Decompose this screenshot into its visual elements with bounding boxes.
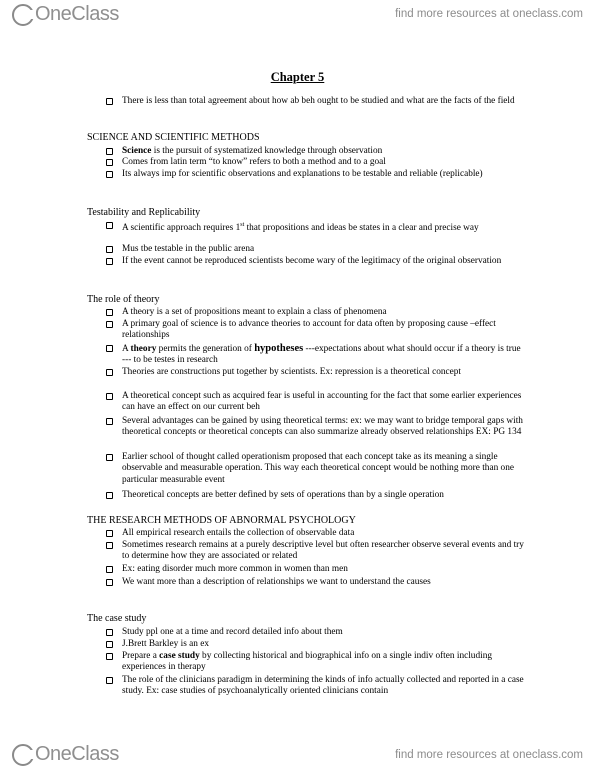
checkbox-bullet-icon — [106, 418, 113, 425]
checkbox-bullet-icon — [106, 542, 113, 549]
checkbox-bullet-icon — [106, 98, 113, 105]
list-item: Theoretical concepts are better defined by sets of operations than by a single operation — [106, 490, 526, 501]
header-tagline-link[interactable]: find more resources at oneclass.com — [395, 8, 583, 20]
checkbox-bullet-icon — [106, 566, 113, 573]
oneclass-logo-icon — [12, 744, 34, 766]
checkbox-bullet-icon — [106, 171, 113, 178]
checkbox-bullet-icon — [106, 246, 113, 253]
list-item: Ex: eating disorder much more common in women than men — [106, 564, 526, 575]
checkbox-bullet-icon — [106, 159, 113, 166]
list-item: There is less than total agreement about how ab beh ought to be studied and what are the facts of the field — [106, 96, 526, 107]
list-item: A theory permits the generation of hypotheses ---expectations about what should occur if a theory is true --- to be testes in research — [106, 343, 526, 367]
section-heading: THE RESEARCH METHODS OF ABNORMAL PSYCHOLOGY — [87, 515, 356, 526]
list-item: J.Brett Barkley is an ex — [106, 639, 526, 650]
oneclass-logo[interactable] — [12, 743, 119, 766]
section-heading: The role of theory — [87, 294, 160, 305]
list-item: If the event cannot be reproduced scientists become wary of the legitimacy of the original observation — [106, 256, 526, 267]
list-item: Science is the pursuit of systematized knowledge through observation — [106, 146, 526, 157]
checkbox-bullet-icon — [106, 345, 113, 352]
header-bar — [0, 0, 595, 30]
checkbox-bullet-icon — [106, 258, 113, 265]
checkbox-bullet-icon — [106, 530, 113, 537]
section-heading: Testability and Replicability — [87, 207, 201, 218]
oneclass-logo-icon — [12, 4, 34, 26]
checkbox-bullet-icon — [106, 641, 113, 648]
list-item: A primary goal of science is to advance theories to account for data often by proposing cause –effect relationships — [106, 319, 526, 342]
list-item: All empirical research entails the collection of observable data — [106, 528, 526, 539]
list-item: Its always imp for scientific observations and explanations to be testable and reliable (replicable) — [106, 169, 526, 180]
list-item: Earlier school of thought called operationism proposed that each concept take as its meaning a single observable and measurable operation. This way each theoretical concept would be nothing more than one particular measurable event — [106, 452, 526, 486]
checkbox-bullet-icon — [106, 454, 113, 461]
list-item: The role of the clinicians paradigm in determining the kinds of info actually collected and reported in a case study. Ex: case studies of psychoanalytically oriented clinicians contain — [106, 675, 526, 698]
checkbox-bullet-icon — [106, 653, 113, 660]
footer-bar — [0, 738, 595, 768]
logo-text: OneClass — [35, 743, 119, 765]
checkbox-bullet-icon — [106, 222, 113, 229]
checkbox-bullet-icon — [106, 492, 113, 499]
list-item: Mus tbe testable in the public arena — [106, 244, 526, 255]
list-item: Prepare a case study by collecting historical and biographical info on a single indiv often including experiences in therapy — [106, 651, 526, 674]
checkbox-bullet-icon — [106, 579, 113, 586]
checkbox-bullet-icon — [106, 629, 113, 636]
checkbox-bullet-icon — [106, 369, 113, 376]
list-item: Several advantages can be gained by using theoretical terms: ex: we may want to bridge temporal gaps with theoretical concepts or theoretical concepts can also summarize already observed relationships EX: PG 134 — [106, 416, 526, 439]
footer-tagline-link[interactable]: find more resources at oneclass.com — [395, 749, 583, 761]
list-item: A scientific approach requires 1st that propositions and ideas be states in a clear and precise way — [106, 220, 526, 234]
list-item: Comes from latin term “to know” refers to both a method and to a goal — [106, 157, 526, 168]
logo-text: OneClass — [35, 3, 119, 25]
checkbox-bullet-icon — [106, 148, 113, 155]
section-heading: SCIENCE AND SCIENTIFIC METHODS — [87, 132, 260, 143]
page-title: Chapter 5 — [270, 70, 325, 84]
list-item: A theory is a set of propositions meant to explain a class of phenomena — [106, 307, 526, 318]
list-item: Study ppl one at a time and record detailed info about them — [106, 627, 526, 638]
checkbox-bullet-icon — [106, 677, 113, 684]
checkbox-bullet-icon — [106, 321, 113, 328]
checkbox-bullet-icon — [106, 309, 113, 316]
list-item: Theories are constructions put together by scientists. Ex: repression is a theoretical concept — [106, 367, 526, 378]
section-heading: The case study — [87, 613, 147, 624]
list-item: Sometimes research remains at a purely descriptive level but often researcher observe several events and try to determine how they are associated or related — [106, 540, 526, 563]
list-item: We want more than a description of relationships we want to understand the causes — [106, 577, 526, 588]
list-item: A theoretical concept such as acquired fear is useful in accounting for the fact that some earlier experiences can have an effect on our current beh — [106, 391, 526, 414]
checkbox-bullet-icon — [106, 393, 113, 400]
oneclass-logo[interactable] — [12, 3, 119, 26]
